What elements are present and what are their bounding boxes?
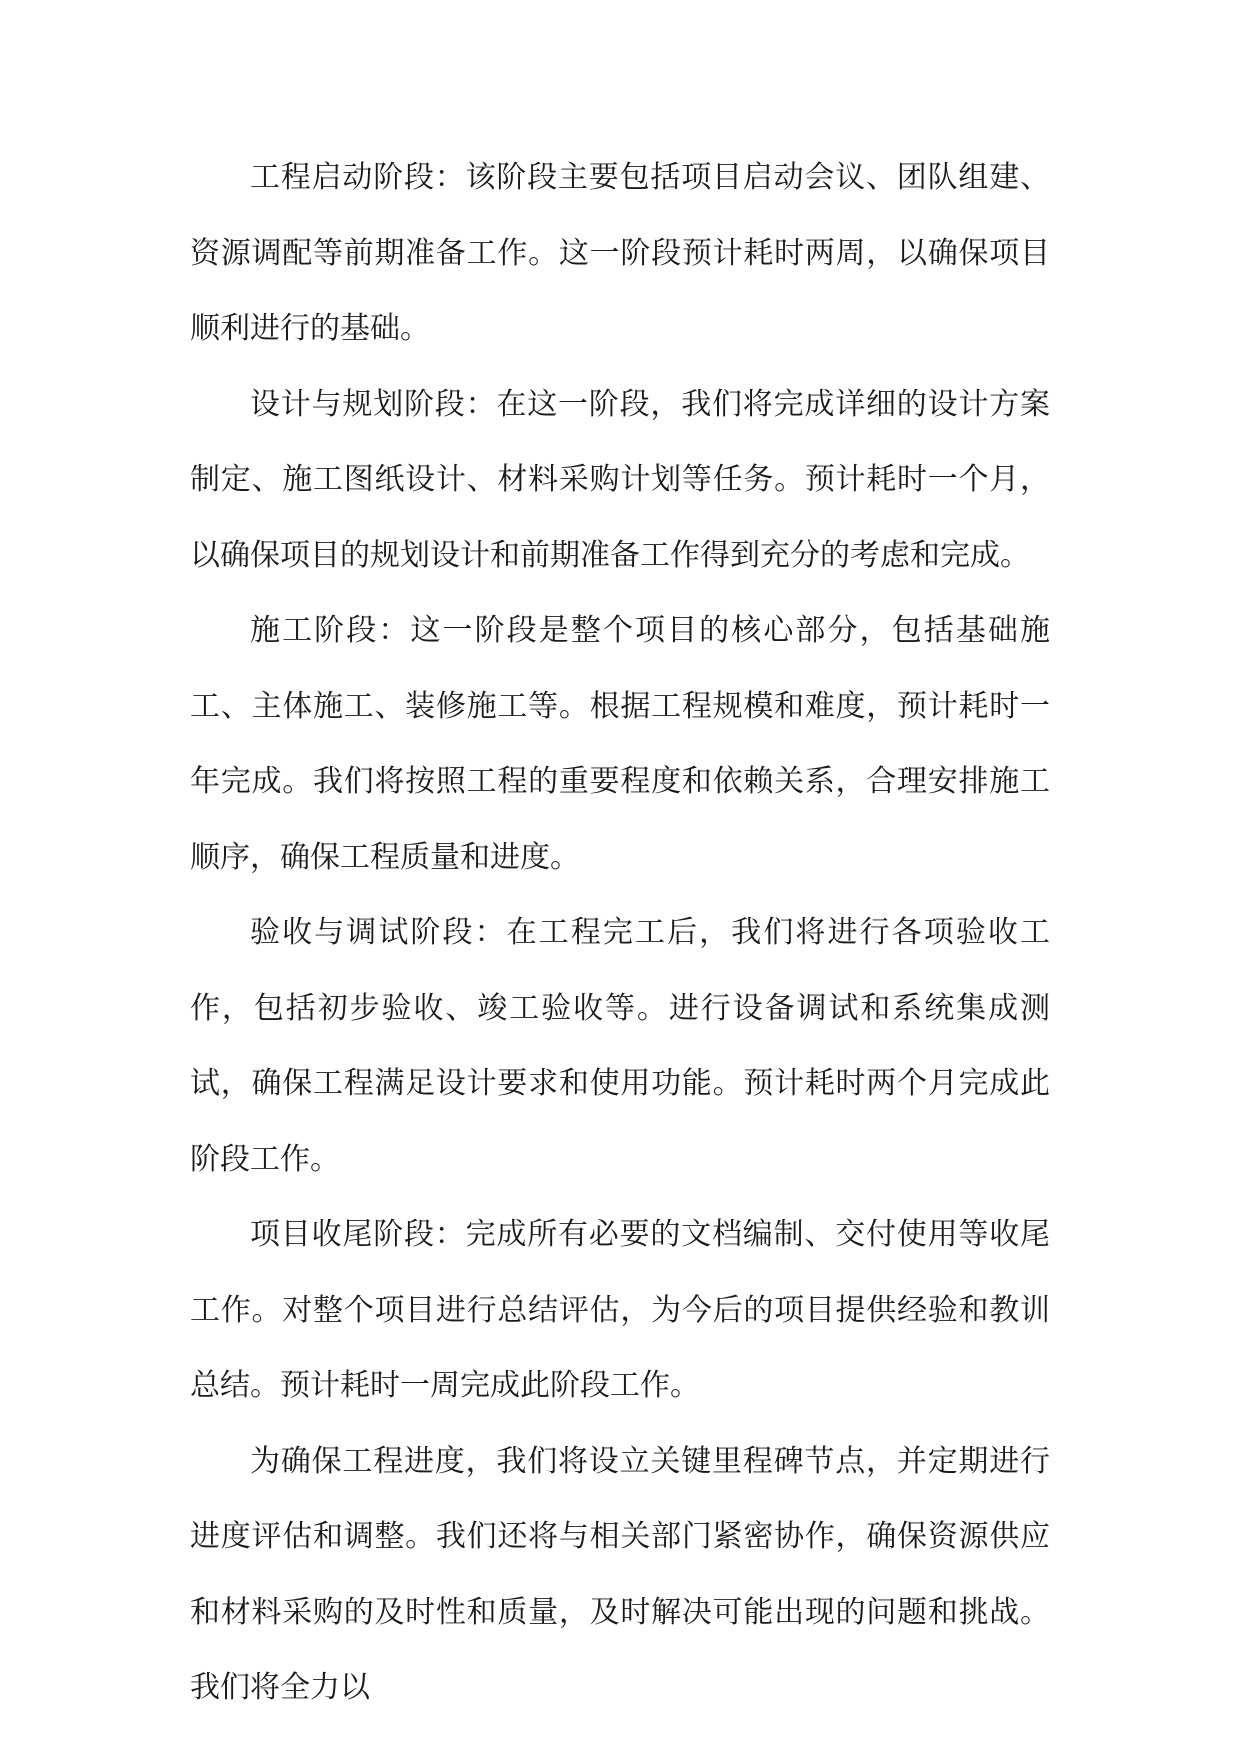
paragraph-schedule-assurance: 为确保工程进度，我们将设立关键里程碑节点，并定期进行进度评估和调整。我们还将与相关部门紧密协作，确保资源供应和材料采购的及时性和质量，及时解决可能出现的问题和挑战。我们将全力以 xyxy=(190,1443,1050,1705)
paragraph-construction-phase: 施工阶段：这一阶段是整个项目的核心部分，包括基础施工、主体施工、装修施工等。根据工程规模和难度，预计耗时一年完成。我们将按照工程的重要程度和依赖关系，合理安排施工顺序，确保工程质量和进度。 xyxy=(190,613,1050,875)
paragraph-startup-phase: 工程启动阶段：该阶段主要包括项目启动会议、团队组建、资源调配等前期准备工作。这一阶段预计耗时两周，以确保项目顺利进行的基础。 xyxy=(190,160,1050,346)
paragraph-design-phase: 设计与规划阶段：在这一阶段，我们将完成详细的设计方案制定、施工图纸设计、材料采购计划等任务。预计耗时一个月，以确保项目的规划设计和前期准备工作得到充分的考虑和完成。 xyxy=(190,386,1050,573)
document-body xyxy=(190,140,1050,1726)
paragraph-closing-phase: 项目收尾阶段：完成所有必要的文档编制、交付使用等收尾工作。对整个项目进行总结评估，为今后的项目提供经验和教训总结。预计耗时一周完成此阶段工作。 xyxy=(190,1217,1050,1403)
paragraph-acceptance-phase: 验收与调试阶段：在工程完工后，我们将进行各项验收工作，包括初步验收、竣工验收等。进行设备调试和系统集成测试，确保工程满足设计要求和使用功能。预计耗时两个月完成此阶段工作。 xyxy=(190,915,1050,1177)
